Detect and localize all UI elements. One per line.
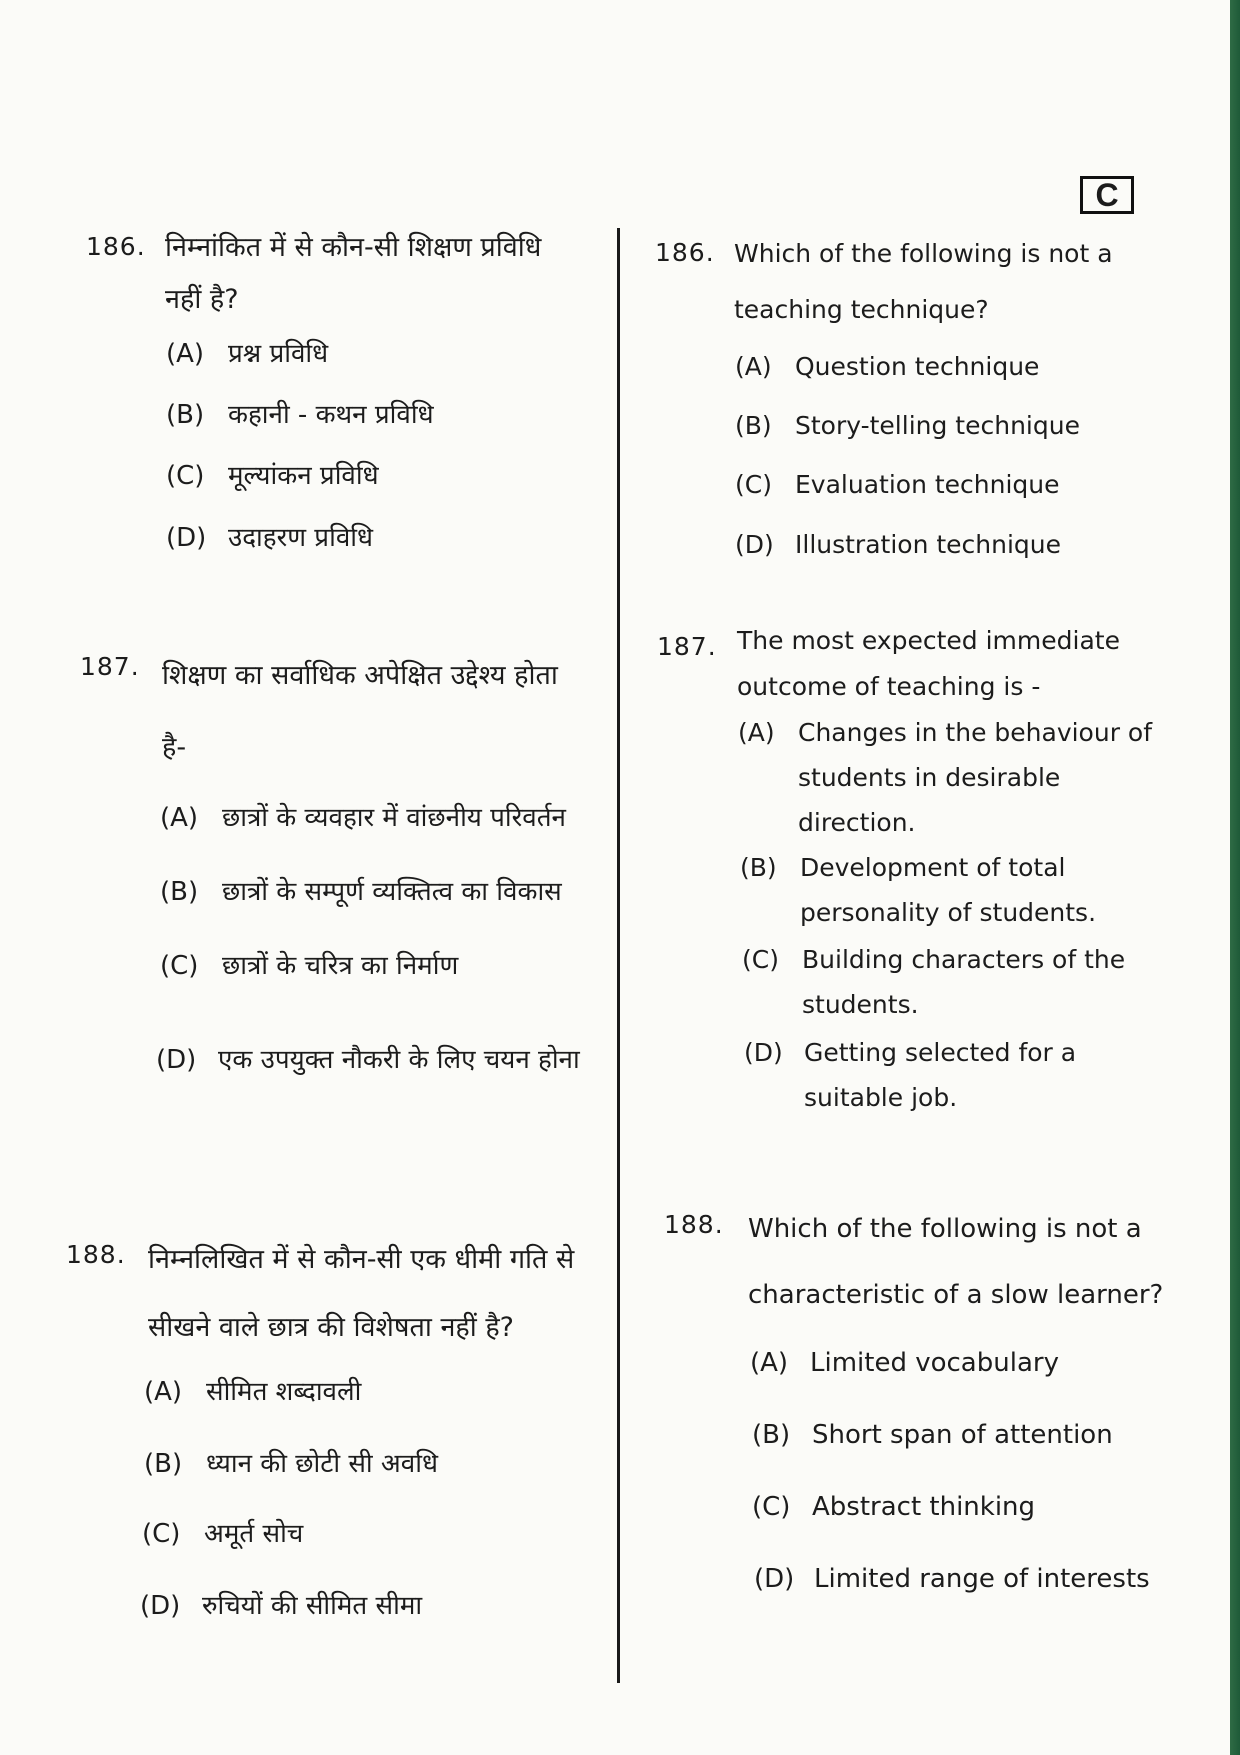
option-d[interactable] xyxy=(744,1030,1164,1120)
option-label: (C) xyxy=(735,470,772,499)
option-text: प्रश्न प्रविधि xyxy=(228,339,329,369)
option-a[interactable] xyxy=(160,798,566,834)
option-text: कहानी - कथन प्रविधि xyxy=(228,400,434,430)
option-text: Changes in the behaviour of students in desirable direction. xyxy=(798,718,1153,837)
option-a[interactable] xyxy=(738,710,1158,845)
question-text: निम्नांकित में से कौन-सी शिक्षण प्रविधि नहीं है? xyxy=(165,232,542,315)
option-d[interactable] xyxy=(735,530,1061,559)
option-label: (C) xyxy=(142,1519,181,1549)
option-label: (C) xyxy=(742,945,779,974)
option-label: (A) xyxy=(735,352,772,381)
option-b[interactable] xyxy=(735,411,1080,440)
option-c[interactable] xyxy=(142,1514,303,1550)
option-c[interactable] xyxy=(752,1492,1035,1522)
option-label: (B) xyxy=(144,1449,183,1479)
option-text: Illustration technique xyxy=(795,530,1062,559)
option-label: (D) xyxy=(754,1564,795,1594)
question-number: 188. xyxy=(66,1240,126,1269)
option-label: (D) xyxy=(140,1591,181,1621)
question-text: The most expected immediate outcome of teaching is - xyxy=(737,626,1120,701)
option-text: Abstract thinking xyxy=(812,1492,1036,1522)
option-label: (A) xyxy=(160,803,199,833)
option-text: छात्रों के सम्पूर्ण व्यक्तित्व का विकास xyxy=(222,877,562,907)
option-label: (C) xyxy=(752,1492,791,1522)
option-text: Limited range of interests xyxy=(814,1564,1150,1594)
option-label: (D) xyxy=(166,523,207,553)
option-label: (B) xyxy=(735,411,772,440)
option-text: Story-telling technique xyxy=(795,411,1080,440)
option-a[interactable] xyxy=(750,1348,1059,1378)
option-d[interactable] xyxy=(140,1586,422,1622)
question-number: 188. xyxy=(664,1210,724,1239)
option-text: ध्यान की छोटी सी अवधि xyxy=(206,1449,438,1479)
option-label: (C) xyxy=(166,461,205,491)
option-a[interactable] xyxy=(144,1372,361,1408)
option-label: (C) xyxy=(160,951,199,981)
option-c[interactable] xyxy=(735,470,1060,499)
question-text: Which of the following is not a teaching technique? xyxy=(734,239,1113,324)
option-text: Question technique xyxy=(795,352,1040,381)
question-number: 187. xyxy=(80,652,140,681)
option-text: Evaluation technique xyxy=(795,470,1060,499)
option-text: उदाहरण प्रविधि xyxy=(228,523,373,553)
question-number: 187. xyxy=(657,632,717,661)
option-text: Getting selected for a suitable job. xyxy=(804,1038,1077,1112)
option-text: मूल्यांकन प्रविधि xyxy=(228,461,379,491)
option-label: (D) xyxy=(156,1045,197,1075)
option-text: अमूर्त सोच xyxy=(204,1519,304,1549)
option-c[interactable] xyxy=(742,937,1162,1027)
option-b[interactable] xyxy=(166,395,434,431)
option-a[interactable] xyxy=(735,352,1039,381)
question-text: शिक्षण का सर्वाधिक अपेक्षित उद्देश्य होता है- xyxy=(162,660,558,763)
page-edge xyxy=(1230,0,1240,1755)
option-label: (B) xyxy=(166,400,205,430)
option-label: (B) xyxy=(752,1420,791,1450)
option-c[interactable] xyxy=(166,456,379,492)
option-c[interactable] xyxy=(160,946,458,982)
option-label: (B) xyxy=(740,853,777,882)
option-b[interactable] xyxy=(144,1444,438,1480)
option-text: Development of total personality of students. xyxy=(800,853,1097,927)
option-text: रुचियों की सीमित सीमा xyxy=(202,1591,423,1621)
option-text: छात्रों के व्यवहार में वांछनीय परिवर्तन xyxy=(222,803,566,833)
option-b[interactable] xyxy=(752,1420,1113,1450)
column-divider xyxy=(617,228,620,1683)
option-label: (A) xyxy=(750,1348,789,1378)
question-number: 186. xyxy=(86,232,146,261)
option-label: (D) xyxy=(735,530,774,559)
option-text: Short span of attention xyxy=(812,1420,1113,1450)
option-text: Limited vocabulary xyxy=(810,1348,1059,1378)
option-d[interactable] xyxy=(166,518,373,554)
option-text: छात्रों के चरित्र का निर्माण xyxy=(222,951,459,981)
option-label: (A) xyxy=(144,1377,183,1407)
question-text: Which of the following is not a characteristic of a slow learner? xyxy=(748,1214,1164,1310)
option-label: (D) xyxy=(744,1038,783,1067)
option-label: (A) xyxy=(738,718,775,747)
option-text: Building characters of the students. xyxy=(802,945,1126,1019)
option-text: एक उपयुक्त नौकरी के लिए चयन होना xyxy=(218,1045,580,1075)
option-a[interactable] xyxy=(166,334,328,370)
question-number: 186. xyxy=(655,238,715,267)
question-text: निम्नलिखित में से कौन-सी एक धीमी गति से सीखने वाले छात्र की विशेषता नहीं है? xyxy=(148,1244,575,1343)
option-b[interactable] xyxy=(740,845,1160,935)
set-code-badge: C xyxy=(1080,176,1134,214)
option-label: (A) xyxy=(166,339,205,369)
option-label: (B) xyxy=(160,877,199,907)
option-d[interactable] xyxy=(754,1564,1150,1594)
option-text: सीमित शब्दावली xyxy=(206,1377,362,1407)
option-d[interactable] xyxy=(156,1022,586,1098)
option-b[interactable] xyxy=(160,872,562,908)
